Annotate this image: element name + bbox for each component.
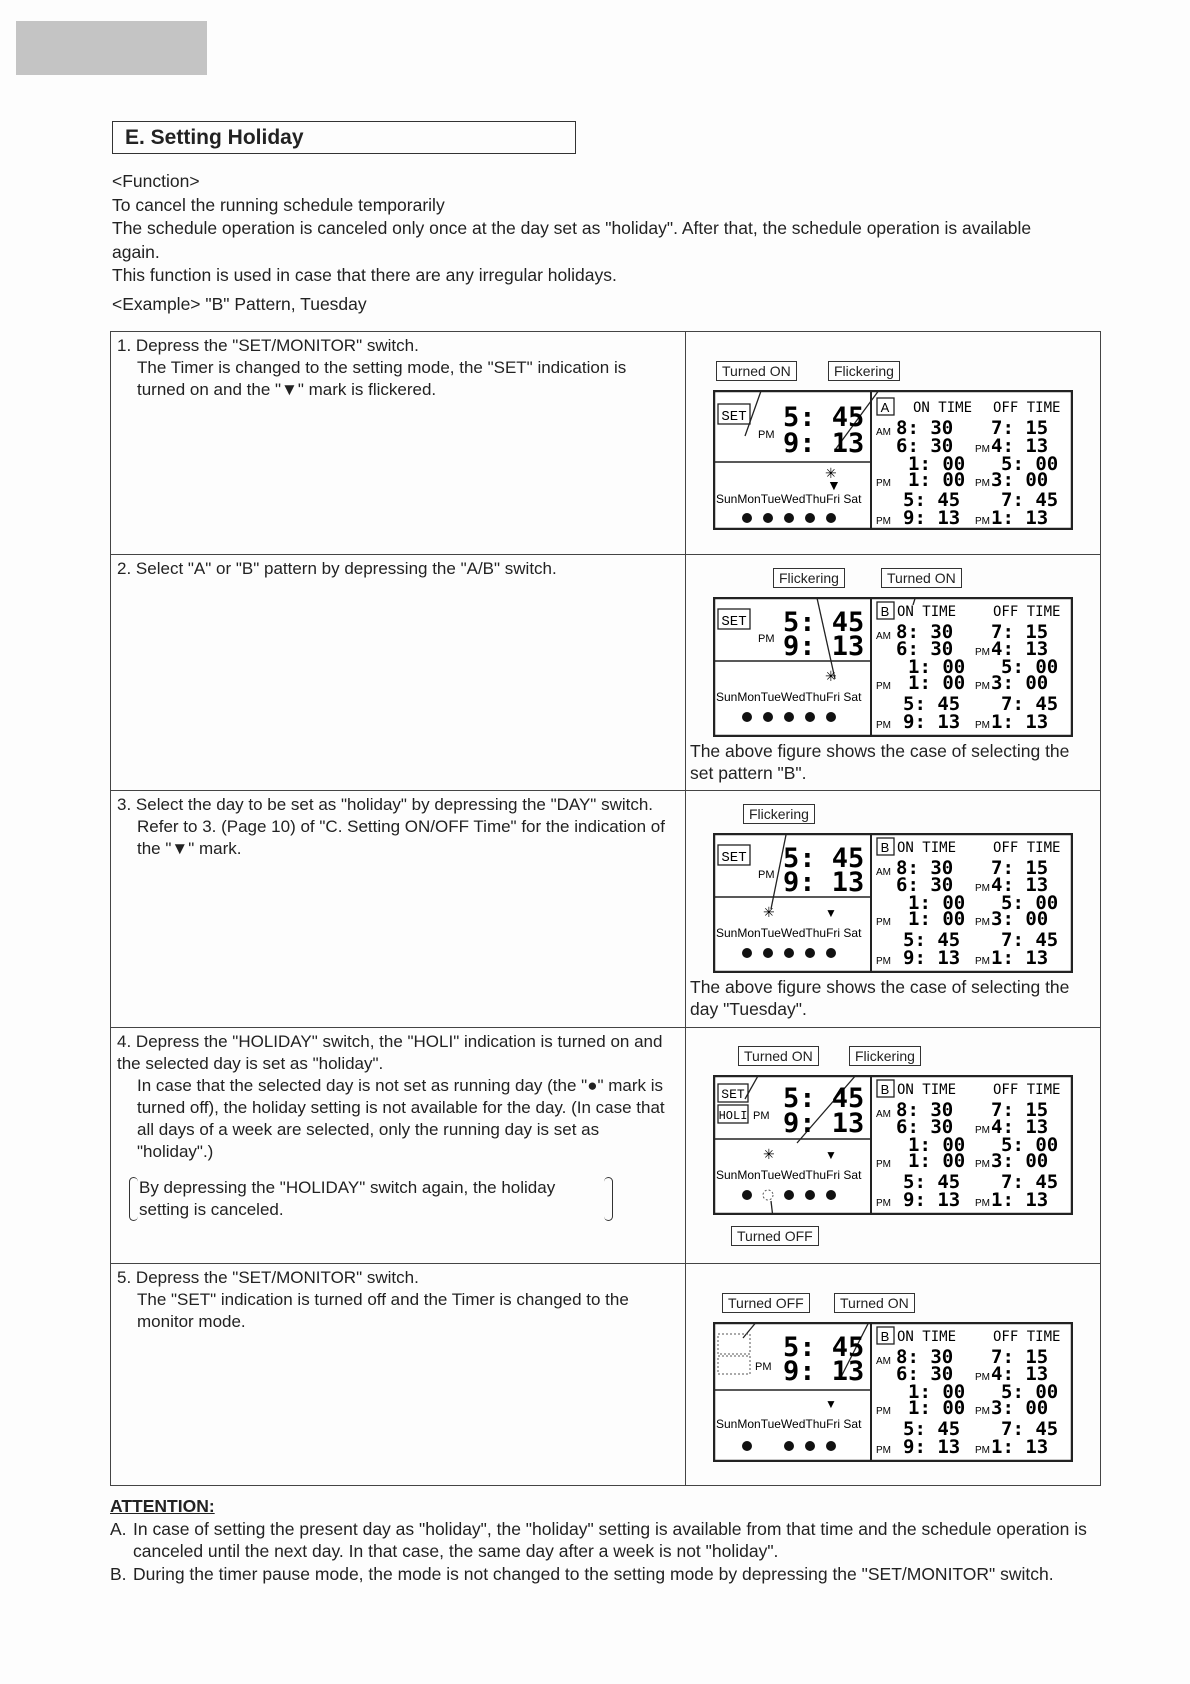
svg-text:1: 00: 1: 00 xyxy=(908,453,966,475)
svg-text:PM: PM xyxy=(876,516,891,527)
step-3-text xyxy=(111,791,686,1028)
flicker-rays-icon: ✳ xyxy=(763,904,775,920)
svg-text:B: B xyxy=(880,1329,890,1344)
svg-text:1: 00: 1: 00 xyxy=(908,1381,966,1403)
svg-text:ON TIME: ON TIME xyxy=(897,840,957,856)
label-flickering: Flickering xyxy=(743,804,815,824)
svg-text:9: 13: 9: 13 xyxy=(783,1108,865,1139)
label-turned-on: Turned ON xyxy=(881,568,962,588)
lcd-off-time: OFF TIME xyxy=(993,400,1061,416)
attention-key-b: B. xyxy=(110,1563,127,1584)
svg-text:PM: PM xyxy=(975,883,990,894)
svg-text:PM: PM xyxy=(876,956,891,967)
svg-text:PM: PM xyxy=(876,478,891,489)
day-marker-icon: ▼ xyxy=(825,1397,837,1411)
step-3-figure xyxy=(686,791,1101,1028)
svg-text:PM: PM xyxy=(975,647,990,658)
svg-text:7: 15: 7: 15 xyxy=(991,417,1049,439)
svg-text:ON TIME: ON TIME xyxy=(897,1082,957,1098)
step-row-3 xyxy=(111,791,1101,1028)
svg-text:1: 00: 1: 00 xyxy=(908,469,966,491)
svg-text:PM: PM xyxy=(975,516,990,527)
step-1-head: Depress the "SET/MONITOR" switch. xyxy=(135,336,419,355)
svg-text:5: 45: 5: 45 xyxy=(903,929,961,951)
flicker-rays-icon: ✳ xyxy=(825,668,837,684)
svg-text:7: 45: 7: 45 xyxy=(1001,693,1059,715)
svg-text:8: 30: 8: 30 xyxy=(896,1346,954,1368)
svg-text:1: 13: 1: 13 xyxy=(991,947,1049,969)
svg-text:OFF TIME: OFF TIME xyxy=(993,1082,1061,1098)
svg-text:4: 13: 4: 13 xyxy=(991,1363,1049,1385)
attention-key-a: A. xyxy=(110,1518,127,1539)
step-2-head: Select "A" or "B" pattern by depressing the "A/B" switch. xyxy=(135,559,557,578)
svg-text:PM: PM xyxy=(975,478,990,489)
svg-text:4: 13: 4: 13 xyxy=(991,874,1049,896)
lcd-display-4 xyxy=(713,1075,1073,1215)
svg-text:6: 30: 6: 30 xyxy=(896,638,954,660)
intro-line-2: The schedule operation is canceled only once at the day set as "holiday". After that, the schedule operation is available again. xyxy=(112,218,1032,262)
step-5-head: Depress the "SET/MONITOR" switch. xyxy=(135,1268,419,1287)
attention-heading: ATTENTION: xyxy=(110,1496,215,1516)
step-2-figure xyxy=(686,555,1101,791)
day-marker-icon: ▼ xyxy=(825,906,837,920)
flicker-rays-icon: ✳ xyxy=(825,465,837,481)
intro-block xyxy=(112,170,1072,316)
svg-text:OFF TIME: OFF TIME xyxy=(993,1329,1061,1345)
step-5-figure xyxy=(686,1264,1101,1486)
svg-text:4: 13: 4: 13 xyxy=(991,1116,1049,1138)
step-4-num: 4. xyxy=(117,1032,132,1051)
svg-text:PM: PM xyxy=(975,1406,990,1417)
svg-text:9: 13: 9: 13 xyxy=(783,867,865,898)
step-3-caption: The above figure shows the case of selecting the day "Tuesday". xyxy=(690,977,1070,1019)
svg-text:PM: PM xyxy=(876,1159,891,1170)
label-turned-on: Turned ON xyxy=(738,1046,819,1066)
svg-text:AM: AM xyxy=(876,631,891,642)
step-3-body: Refer to 3. (Page 10) of "C. Setting ON/OFF Time" for the indication of the "▼" mark. xyxy=(137,817,665,858)
label-flickering: Flickering xyxy=(773,568,845,588)
svg-text:3: 00: 3: 00 xyxy=(991,1397,1049,1419)
steps-table xyxy=(110,331,1101,1486)
svg-text:AM: AM xyxy=(876,427,891,438)
svg-text:3: 00: 3: 00 xyxy=(991,469,1049,491)
svg-text:6: 30: 6: 30 xyxy=(896,1363,954,1385)
svg-text:PM: PM xyxy=(975,444,990,455)
svg-text:6: 30: 6: 30 xyxy=(896,874,954,896)
svg-text:1: 00: 1: 00 xyxy=(908,1134,966,1156)
attention-item-b xyxy=(110,1563,1090,1586)
step-1-figure xyxy=(686,332,1101,555)
svg-text:AM: AM xyxy=(876,1109,891,1120)
flicker-rays-icon: ✳ xyxy=(763,1146,775,1162)
step-row-5 xyxy=(111,1264,1101,1486)
svg-text:9: 13: 9: 13 xyxy=(903,1436,961,1458)
svg-text:1: 00: 1: 00 xyxy=(908,908,966,930)
svg-text:1: 00: 1: 00 xyxy=(908,672,966,694)
svg-text:PM: PM xyxy=(876,1445,891,1456)
svg-text:6: 30: 6: 30 xyxy=(896,435,954,457)
intro-line-1: To cancel the running schedule temporarily xyxy=(112,194,445,215)
svg-text:7: 45: 7: 45 xyxy=(1001,1418,1059,1440)
lcd-days: SunMonTueWedThuFri Sat xyxy=(716,492,862,506)
svg-text:PM: PM xyxy=(975,1159,990,1170)
lcd-set-indicator: SET xyxy=(721,409,747,425)
svg-text:PM: PM xyxy=(975,720,990,731)
svg-text:B: B xyxy=(880,840,890,855)
step-3-num: 3. xyxy=(117,795,132,814)
svg-text:3: 00: 3: 00 xyxy=(991,672,1049,694)
lcd-display-2 xyxy=(713,597,1073,737)
svg-text:SunMonTueWedThuFri Sat: SunMonTueWedThuFri Sat xyxy=(716,926,862,940)
svg-text:6: 30: 6: 30 xyxy=(896,1116,954,1138)
lcd-display-1 xyxy=(713,390,1073,530)
svg-text:SET: SET xyxy=(721,1087,745,1102)
step-2-num: 2. xyxy=(117,559,132,578)
label-turned-on: Turned ON xyxy=(716,361,797,381)
label-turned-off: Turned OFF xyxy=(731,1226,819,1246)
svg-text:9: 13: 9: 13 xyxy=(783,1356,865,1387)
svg-text:7: 15: 7: 15 xyxy=(991,621,1049,643)
label-turned-on: Turned ON xyxy=(834,1293,915,1313)
svg-text:PM: PM xyxy=(876,1198,891,1209)
svg-text:AM: AM xyxy=(876,1356,891,1367)
svg-text:4: 13: 4: 13 xyxy=(991,638,1049,660)
step-4-head: Depress the "HOLIDAY" switch, the "HOLI" indication is turned on and the selected day is set as "holiday". xyxy=(117,1032,663,1073)
svg-text:5: 45: 5: 45 xyxy=(903,1418,961,1440)
svg-text:5: 00: 5: 00 xyxy=(1001,656,1059,678)
svg-text:B: B xyxy=(880,604,890,619)
lcd-clock-bottom: 9: 13 xyxy=(783,428,865,459)
label-flickering: Flickering xyxy=(849,1046,921,1066)
svg-text:5: 45: 5: 45 xyxy=(783,1332,865,1363)
lcd-display-3 xyxy=(713,833,1073,973)
svg-text:9: 13: 9: 13 xyxy=(903,711,961,733)
step-4-note: By depressing the "HOLIDAY" switch again, the holiday setting is canceled. xyxy=(129,1177,613,1221)
step-1-text xyxy=(111,332,686,555)
svg-text:5: 45: 5: 45 xyxy=(783,843,865,874)
step-2-text xyxy=(111,555,686,791)
svg-text:1: 13: 1: 13 xyxy=(991,1189,1049,1211)
step-row-2 xyxy=(111,555,1101,791)
svg-text:PM: PM xyxy=(975,1125,990,1136)
svg-text:SunMonTueWedThuFri Sat: SunMonTueWedThuFri Sat xyxy=(716,690,862,704)
svg-text:5: 00: 5: 00 xyxy=(1001,1381,1059,1403)
section-title: E. Setting Holiday xyxy=(112,121,576,154)
example-label: <Example> "B" Pattern, Tuesday xyxy=(112,293,367,314)
svg-text:PM: PM xyxy=(876,681,891,692)
svg-text:PM: PM xyxy=(758,633,775,645)
attention-text-a: In case of setting the present day as "holiday", the "holiday" setting is available from that time and the schedule operation is canceled until the next day. In that case, the same day after a week is not "holiday". xyxy=(133,1518,1087,1561)
svg-text:PM: PM xyxy=(758,869,775,881)
svg-text:5: 45: 5: 45 xyxy=(903,1171,961,1193)
step-2-caption: The above figure shows the case of selecting the set pattern "B". xyxy=(690,741,1070,783)
step-3-head: Select the day to be set as "holiday" by depressing the "DAY" switch. xyxy=(135,795,654,814)
svg-text:1: 13: 1: 13 xyxy=(991,1436,1049,1458)
step-4-body: In case that the selected day is not set as running day (the "●" mark is turned off), the holiday setting is not available for the day. (In case that all days of a week are selected, only the running day is set as "holiday".) xyxy=(137,1076,665,1161)
svg-text:9: 13: 9: 13 xyxy=(903,947,961,969)
svg-text:1: 00: 1: 00 xyxy=(908,1397,966,1419)
svg-text:9: 13: 9: 13 xyxy=(783,631,865,662)
svg-text:1: 00: 1: 00 xyxy=(908,1150,966,1172)
svg-text:SunMonTueWedThuFri Sat: SunMonTueWedThuFri Sat xyxy=(716,1168,862,1182)
svg-text:1: 00: 1: 00 xyxy=(908,656,966,678)
svg-text:5: 00: 5: 00 xyxy=(1001,1134,1059,1156)
svg-text:5: 45: 5: 45 xyxy=(903,693,961,715)
svg-text:PM: PM xyxy=(876,917,891,928)
svg-text:OFF TIME: OFF TIME xyxy=(993,604,1061,620)
svg-text:OFF TIME: OFF TIME xyxy=(993,840,1061,856)
lcd-holi-indicator: HOLI xyxy=(718,1109,748,1123)
svg-text:7: 45: 7: 45 xyxy=(1001,1171,1059,1193)
step-5-text xyxy=(111,1264,686,1486)
attention-text-b: During the timer pause mode, the mode is not changed to the setting mode by depressing the "SET/MONITOR" switch. xyxy=(133,1563,1054,1584)
svg-text:B: B xyxy=(880,1082,890,1097)
step-row-1 xyxy=(111,332,1101,555)
function-label: <Function> xyxy=(112,171,200,191)
intro-line-3: This function is used in case that there are any irregular holidays. xyxy=(112,265,617,285)
attention-block xyxy=(110,1495,1090,1585)
svg-text:SET: SET xyxy=(721,614,747,630)
svg-text:8: 30: 8: 30 xyxy=(896,417,954,439)
svg-text:PM: PM xyxy=(975,917,990,928)
svg-text:7: 45: 7: 45 xyxy=(1001,929,1059,951)
svg-text:5: 00: 5: 00 xyxy=(1001,453,1059,475)
day-marker-icon: ▼ xyxy=(827,477,841,493)
svg-text:5: 45: 5: 45 xyxy=(783,607,865,638)
svg-text:7: 15: 7: 15 xyxy=(991,857,1049,879)
step-1-num: 1. xyxy=(117,336,132,355)
svg-text:3: 00: 3: 00 xyxy=(991,908,1049,930)
day-marker-icon: ▼ xyxy=(825,1148,837,1162)
svg-text:1: 00: 1: 00 xyxy=(908,892,966,914)
svg-text:PM: PM xyxy=(755,1361,772,1373)
attention-item-a xyxy=(110,1518,1090,1563)
step-1-body: The Timer is changed to the setting mode, the "SET" indication is turned on and the "▼" mark is flickered. xyxy=(137,358,627,399)
step-5-num: 5. xyxy=(117,1268,132,1287)
svg-text:9: 13: 9: 13 xyxy=(903,1189,961,1211)
svg-text:5: 00: 5: 00 xyxy=(1001,892,1059,914)
step-4-figure xyxy=(686,1028,1101,1264)
svg-text:ON TIME: ON TIME xyxy=(897,604,957,620)
lcd-on-time: ON TIME xyxy=(913,400,973,416)
label-flickering: Flickering xyxy=(828,361,900,381)
label-turned-off: Turned OFF xyxy=(722,1293,810,1313)
svg-text:4: 13: 4: 13 xyxy=(991,435,1049,457)
svg-text:1: 13: 1: 13 xyxy=(991,711,1049,733)
svg-text:5: 45: 5: 45 xyxy=(783,1083,865,1114)
svg-text:PM: PM xyxy=(975,1445,990,1456)
lcd-display-5 xyxy=(713,1322,1073,1462)
svg-text:5: 45: 5: 45 xyxy=(903,489,961,511)
svg-text:PM: PM xyxy=(753,1110,770,1122)
step-5-body: The "SET" indication is turned off and the Timer is changed to the monitor mode. xyxy=(137,1290,629,1331)
svg-text:9: 13: 9: 13 xyxy=(903,507,961,529)
step-4-text xyxy=(111,1028,686,1264)
svg-text:8: 30: 8: 30 xyxy=(896,621,954,643)
svg-text:PM: PM xyxy=(876,720,891,731)
step-row-4 xyxy=(111,1028,1101,1264)
svg-text:PM: PM xyxy=(975,1372,990,1383)
svg-text:7: 45: 7: 45 xyxy=(1001,489,1059,511)
svg-text:PM: PM xyxy=(975,681,990,692)
svg-text:PM: PM xyxy=(975,956,990,967)
svg-text:AM: AM xyxy=(876,867,891,878)
svg-text:8: 30: 8: 30 xyxy=(896,857,954,879)
svg-text:ON TIME: ON TIME xyxy=(897,1329,957,1345)
svg-text:PM: PM xyxy=(975,1198,990,1209)
header-tab xyxy=(16,21,207,75)
lcd-clock-top: 5: 45 xyxy=(783,402,865,433)
svg-text:3: 00: 3: 00 xyxy=(991,1150,1049,1172)
svg-text:SET: SET xyxy=(721,850,747,866)
svg-text:SunMonTueWedThuFri Sat: SunMonTueWedThuFri Sat xyxy=(716,1417,862,1431)
lcd-pm: PM xyxy=(758,429,775,441)
svg-text:7: 15: 7: 15 xyxy=(991,1346,1049,1368)
lcd-pattern: A xyxy=(880,400,890,415)
svg-text:PM: PM xyxy=(876,1406,891,1417)
svg-text:8: 30: 8: 30 xyxy=(896,1099,954,1121)
svg-text:7: 15: 7: 15 xyxy=(991,1099,1049,1121)
svg-text:1: 13: 1: 13 xyxy=(991,507,1049,529)
